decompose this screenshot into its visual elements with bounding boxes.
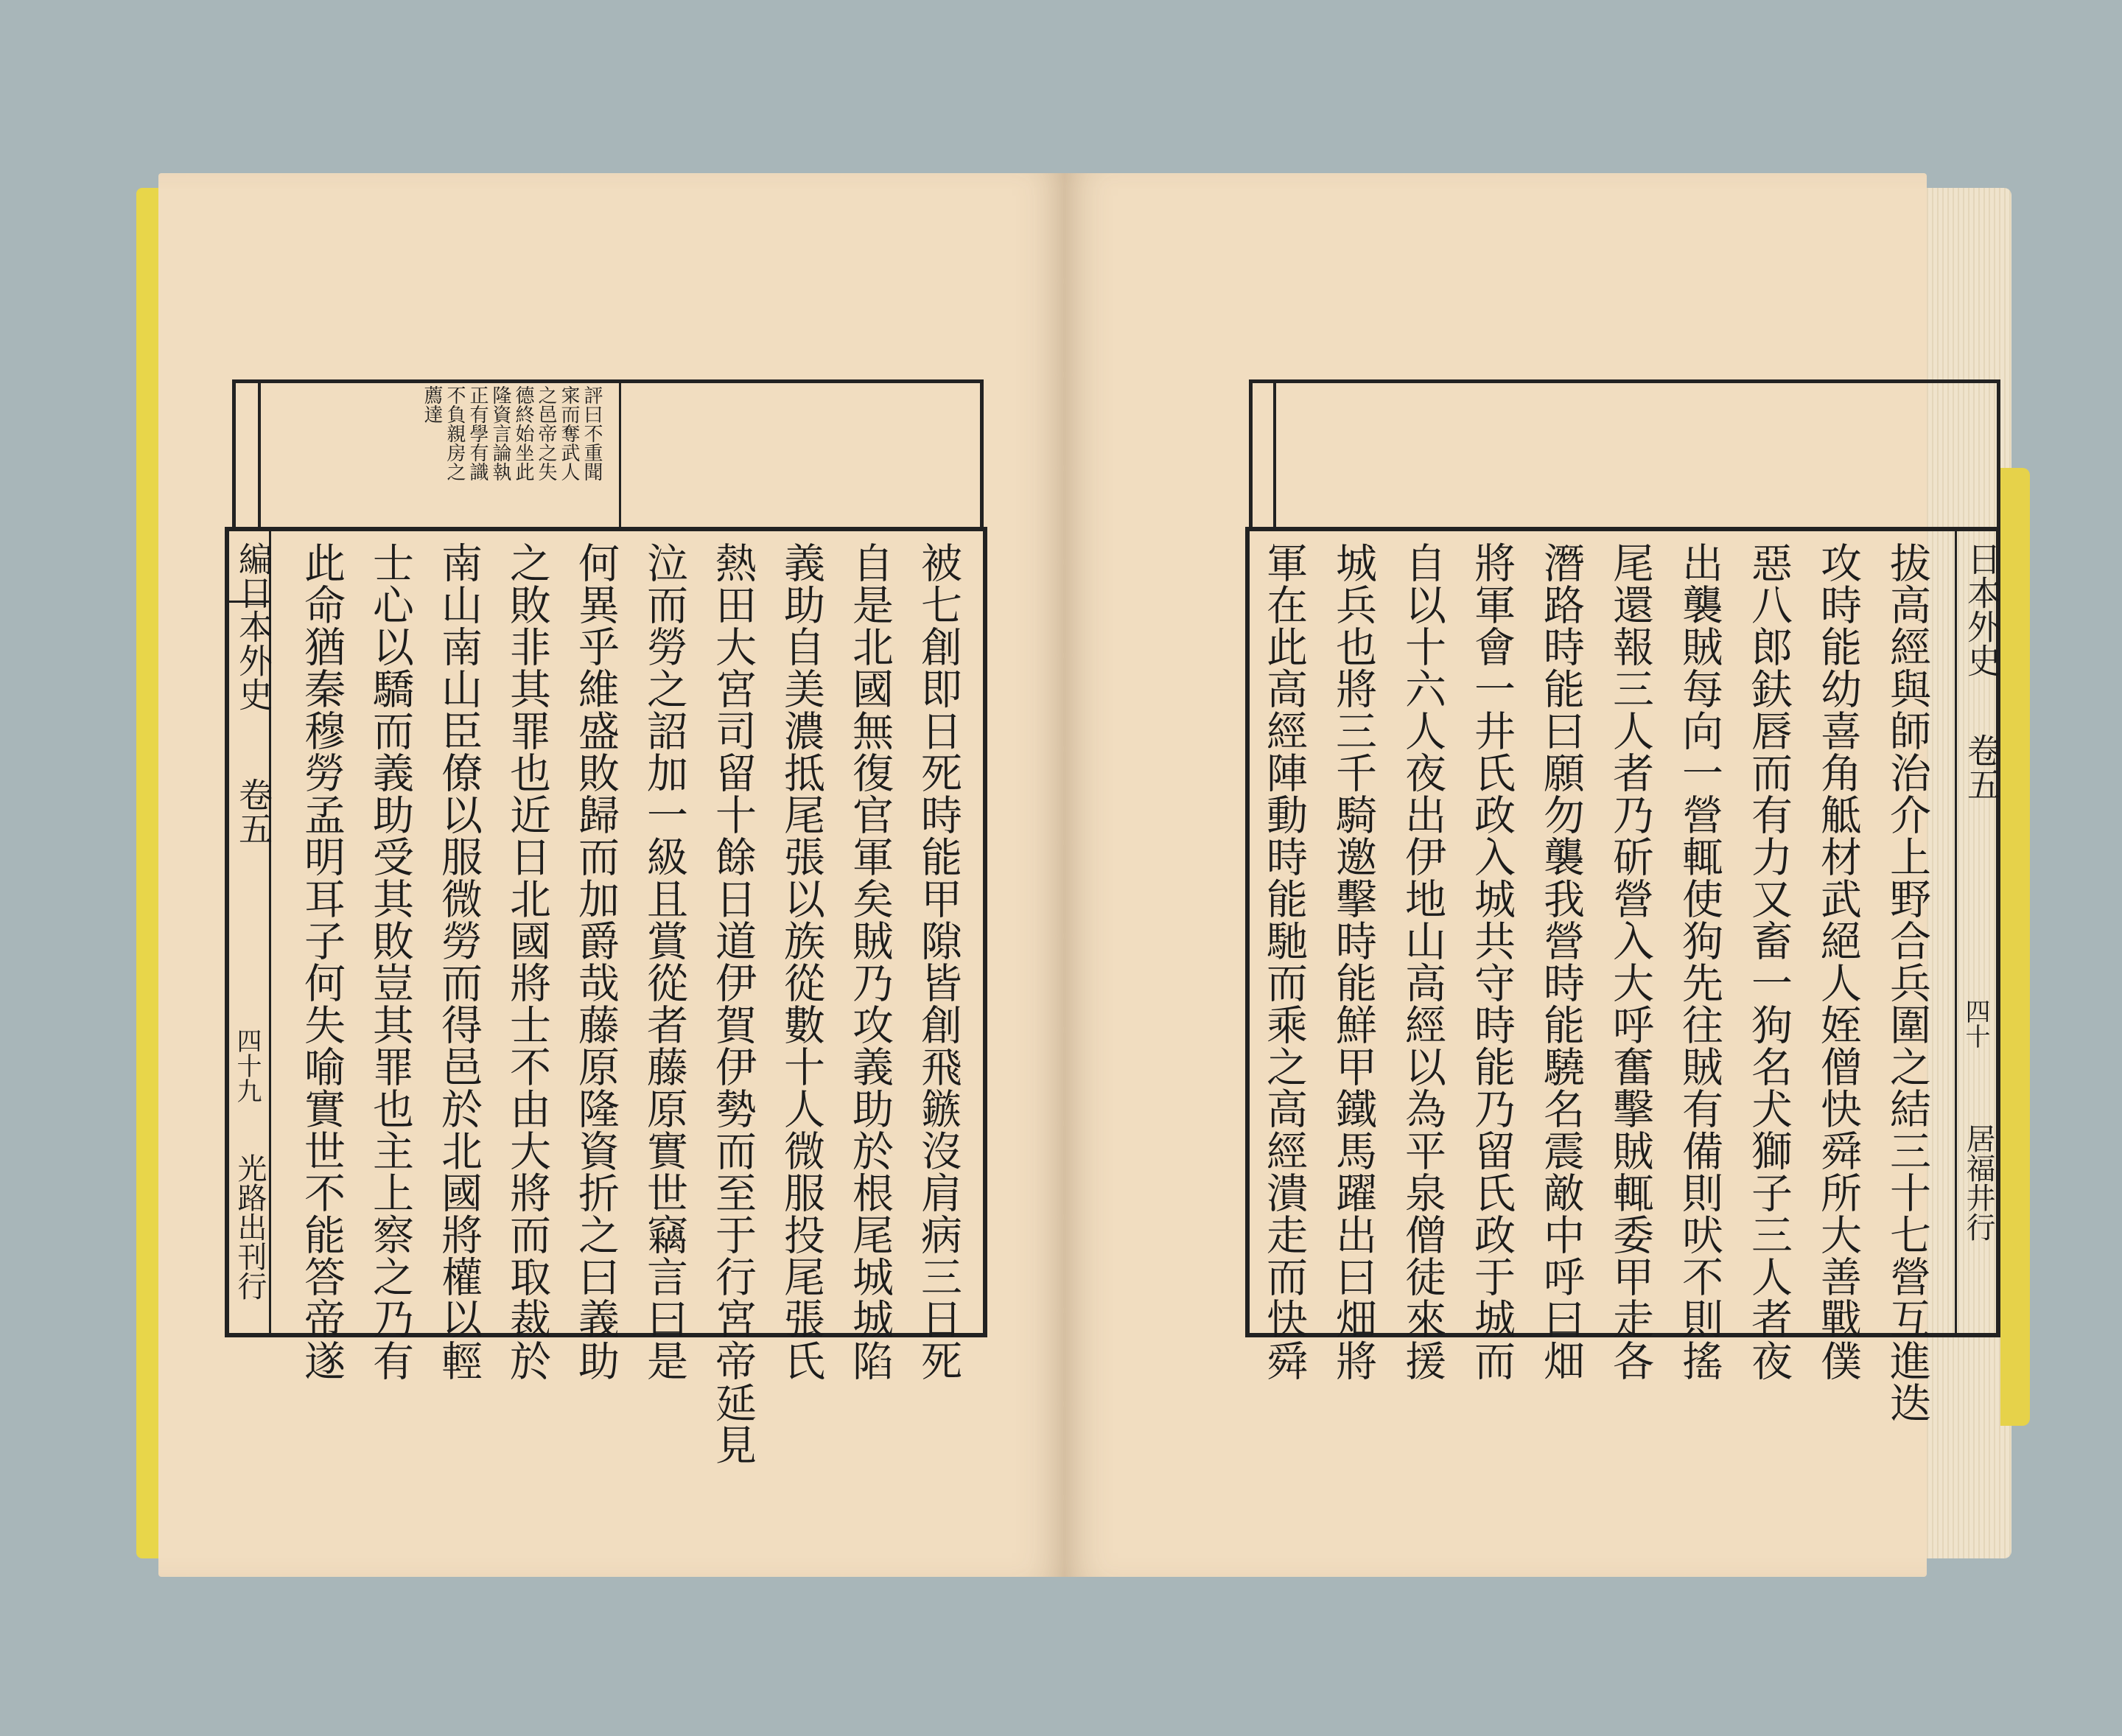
commentary-column: 之邑帝之失	[535, 385, 557, 481]
commentary-column: 正有學有識	[466, 385, 489, 481]
text-column: 士心以驕而義助受其敗豈其罪也主上察之乃有	[366, 542, 414, 1382]
text-column: 熱田大宮司留十餘日道伊賀伊勢而至于行宮帝延見	[709, 542, 757, 1466]
text-column: 出襲賊每向一營輒使狗先往賊有備則吠不則搖	[1675, 542, 1723, 1382]
text-column: 將軍會一井氏政入城共守時能乃留氏政于城而	[1468, 542, 1516, 1382]
commentary-column: 評曰不重聞	[581, 385, 603, 481]
right-volume: 卷五	[1962, 733, 2002, 801]
right-page	[1065, 173, 2002, 1577]
text-column: 之敗非其罪也近日北國將士不由大將而取裁於	[503, 542, 551, 1382]
right-folio: 四十	[1961, 998, 1990, 1049]
right-header-box	[1249, 379, 2000, 527]
commentary-column: 宷而奪武人	[558, 385, 580, 481]
text-column: 惡八郎鈇唇而有力又畜一狗名犬獅子三人者夜	[1745, 542, 1793, 1382]
text-column: 南山南山臣僚以服微勞而得邑於北國將權以輕	[435, 542, 483, 1382]
text-column: 城兵也將三千騎邀擊時能鮮甲鐵馬躍出曰畑將	[1329, 542, 1377, 1382]
text-column: 義助自美濃抵尾張以族從數十人微服投尾張氏	[777, 542, 825, 1382]
open-book	[136, 173, 2030, 1584]
text-column: 攻時能幼喜角觝材武絕人姪僧快舜所大善戰僕	[1814, 542, 1862, 1382]
commentary-column: 德終始坐此	[512, 385, 534, 481]
text-column: 自以十六人夜出伊地山高經以為平泉僧徒來援	[1398, 542, 1446, 1382]
left-folio: 四十九	[232, 1028, 262, 1103]
text-column: 潛路時能曰願勿襲我營時能驍名震敵中呼曰畑	[1537, 542, 1585, 1382]
text-column: 軍在此高經陣動時能馳而乘之高經潰走而快舜	[1260, 542, 1308, 1382]
text-column: 尾還報三人者乃斫營入大呼奮擊賊輒委甲走各	[1606, 542, 1654, 1382]
commentary-column: 不負親房之	[444, 385, 466, 481]
commentary-column: 薦達	[421, 385, 443, 424]
commentary-column: 隆資言論執	[489, 385, 511, 481]
left-publisher: 光路出刊行	[233, 1153, 267, 1301]
text-column: 泣而勞之詔加一級且賞從者藤原實世竊言曰是	[640, 542, 688, 1382]
left-page	[158, 173, 1065, 1577]
text-column: 此命猶秦穆勞孟明耳子何失喻實世不能答帝遂	[298, 542, 346, 1382]
text-column: 自是北國無復官軍矣賊乃攻義助於根尾城城陷	[846, 542, 894, 1382]
commentary-box	[232, 379, 984, 527]
text-column: 被七創即日死時能甲隙皆創飛鏃沒肩病三日死	[914, 542, 962, 1382]
text-column: 何異乎維盛敗歸而加爵哉藤原隆資折之曰義助	[572, 542, 620, 1382]
right-book-title: 日本外史	[1962, 542, 2002, 677]
left-book-title: 編日本外史	[234, 542, 273, 711]
left-volume: 卷五	[234, 777, 273, 845]
right-publisher: 居福井行	[1961, 1124, 1995, 1242]
text-column: 拔高經與師治介上野合兵圍之結三十七營互進迭	[1883, 542, 1931, 1424]
